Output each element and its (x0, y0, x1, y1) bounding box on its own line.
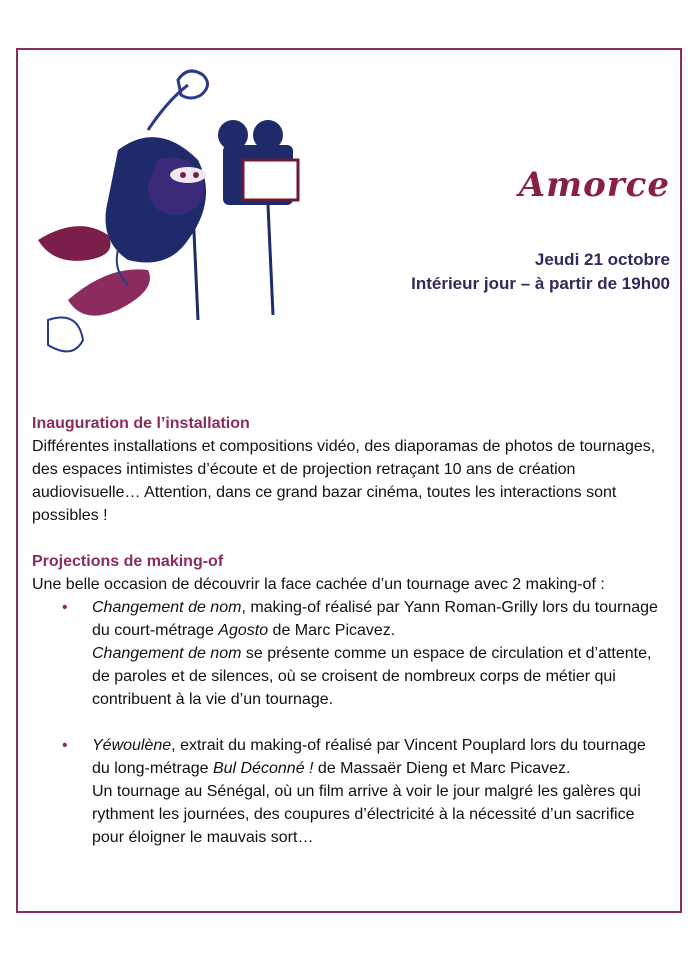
item-desc: se présente comme un espace de circulation et d’attente, de paroles et de silences, où se croisent de nombreux corps de métier qui contribuent à la vie d’un tournage. (92, 645, 652, 708)
page-title: Amorce (518, 165, 670, 205)
event-time: Intérieur jour – à partir de 19h00 (411, 274, 670, 293)
section-intro-projections: Une belle occasion de découvrir la face cachée d’un tournage avec 2 making-of : (32, 576, 605, 593)
list-item (32, 734, 660, 849)
list-item-line (92, 734, 660, 780)
item-film: Agosto (218, 622, 269, 639)
event-date: Jeudi 21 octobre (534, 250, 670, 269)
item-text-end: de Marc Picavez. (268, 622, 396, 639)
spacer (32, 711, 660, 734)
list-item-description: Un tournage au Sénégal, où un film arrive à voir le jour malgré les galères qui rythment les journées, des coupures d’électricité à la nécessité d’un sacrifice pour éloigner le mauvais sort… (92, 783, 641, 846)
item-desc-title: Changement de nom (92, 645, 242, 662)
spacer (32, 527, 660, 550)
bullet-icon: • (62, 737, 68, 754)
section-heading-inauguration: Inauguration de l’installation (32, 415, 250, 432)
section-body-inauguration: Différentes installations et compositions vidéo, des diaporamas de photos de tournages, des espaces intimistes d’écoute et de projection retraçant 10 ans de création audiovisuelle… Attention, dans ce grand bazar cinéma, toutes les interactions sont possibles ! (32, 438, 656, 524)
item-text: , extrait du making-of réalisé par Vincent Pouplard lors du tournage du long-métrage (92, 737, 646, 777)
content (32, 412, 660, 849)
list-item-description (92, 642, 660, 711)
bullet-icon: • (62, 599, 68, 616)
making-of-list (32, 596, 660, 849)
item-text-end: de Massaër Dieng et Marc Picavez. (313, 760, 571, 777)
item-title: Yéwoulène (92, 737, 172, 754)
section-heading-projections: Projections de making-of (32, 553, 224, 570)
cinema-illustration (28, 60, 328, 390)
item-title: Changement de nom (92, 599, 242, 616)
list-item (32, 596, 660, 711)
list-item-line (92, 596, 660, 642)
item-text: , making-of réalisé par Yann Roman-Grilly lors du tournage du court-métrage (92, 599, 658, 639)
item-film: Bul Déconné ! (212, 760, 314, 777)
